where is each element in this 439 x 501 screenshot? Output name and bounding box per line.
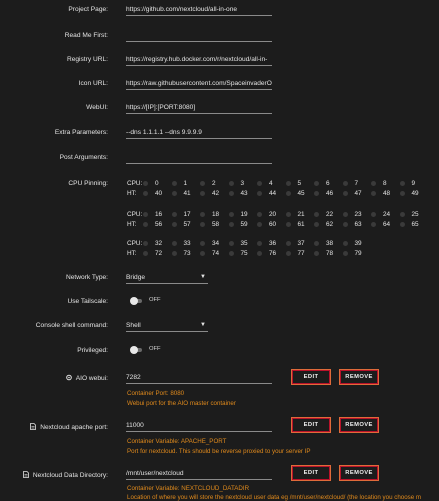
cpu-core-number: 77 xyxy=(297,250,305,257)
aio-webui-remove-button[interactable]: REMOVE xyxy=(339,369,379,385)
cpu-core-number: 73 xyxy=(183,250,191,257)
ht-row-tag: HT: xyxy=(127,250,137,257)
cpu-core-number: 36 xyxy=(269,240,277,247)
aio-webui-field[interactable]: 7282 xyxy=(126,372,272,384)
aio-webui-hint-description: Webui port for the AIO master container xyxy=(127,400,236,407)
privileged-state: OFF xyxy=(149,346,161,352)
cpu-core-number: 74 xyxy=(212,250,220,257)
checkbox-dot-icon xyxy=(200,251,205,256)
chevron-down-icon: ▼ xyxy=(200,274,206,280)
aio-webui-label xyxy=(66,374,108,382)
cpu-core-number: 0 xyxy=(155,180,159,187)
checkbox-dot-icon xyxy=(257,222,262,227)
cpu-core-number: 3 xyxy=(240,180,245,187)
registry-url-field[interactable]: https://registry.hub.docker.com/r/nextcloud/all-in- xyxy=(126,54,272,66)
readme-first-label: Read Me First: xyxy=(64,32,108,39)
cpu-core-number: 9 xyxy=(411,180,416,187)
cpu-core-number: 20 xyxy=(269,211,277,218)
cpu-core-number: 58 xyxy=(212,221,220,228)
cpu-core-number: 47 xyxy=(354,190,362,197)
tailscale-state: OFF xyxy=(149,297,161,303)
checkbox-dot-icon xyxy=(172,181,177,186)
toggle-knob xyxy=(130,346,138,354)
cpu-core-number: 34 xyxy=(212,240,220,247)
project-page-field[interactable]: https://github.com/nextcloud/all-in-one xyxy=(126,4,272,16)
checkbox-dot-icon xyxy=(314,212,319,217)
checkbox-dot-icon xyxy=(371,181,376,186)
cpu-core-number: 57 xyxy=(183,221,191,228)
cpu-row-tag: CPU: xyxy=(127,180,143,187)
apache-port-hint-description: Port for nextcloud. This should be reverse proxied to your server IP xyxy=(127,448,311,455)
readme-first-field[interactable] xyxy=(126,30,272,42)
privileged-label: Privileged: xyxy=(77,347,108,354)
checkbox-dot-icon xyxy=(286,181,291,186)
cpu-core-number: 40 xyxy=(155,190,163,197)
use-tailscale-label: Use Tailscale: xyxy=(67,298,108,305)
cpu-row-tag: CPU: xyxy=(127,240,143,247)
cpu-row-tag: CPU: xyxy=(127,211,143,218)
checkbox-dot-icon xyxy=(371,222,376,227)
checkbox-dot-icon xyxy=(286,212,291,217)
cpu-core-number: 18 xyxy=(212,211,220,218)
cpu-core-number: 56 xyxy=(155,221,163,228)
cpu-core-number: 21 xyxy=(297,211,305,218)
cpu-core-number: 79 xyxy=(354,250,362,257)
checkbox-dot-icon xyxy=(257,241,262,246)
checkbox-dot-icon xyxy=(229,191,234,196)
checkbox-dot-icon xyxy=(172,241,177,246)
cpu-core-number: 39 xyxy=(354,240,362,247)
checkbox-dot-icon xyxy=(229,241,234,246)
apache-port-hint-variable: Container Variable: APACHE_PORT xyxy=(127,438,227,445)
checkbox-dot-icon xyxy=(343,212,348,217)
cpu-core-number: 37 xyxy=(297,240,305,247)
aio-webui-label-text: AIO webui: xyxy=(75,375,108,382)
data-directory-edit-button[interactable]: EDIT xyxy=(291,465,331,481)
checkbox-dot-icon xyxy=(400,191,405,196)
checkbox-dot-icon xyxy=(343,191,348,196)
gear-icon xyxy=(66,374,72,381)
cpu-core-number: 43 xyxy=(240,190,248,197)
cpu-core-number: 49 xyxy=(411,190,419,197)
data-directory-hint-description: Location of where you will store the nextcloud user data eg /mnt/user/nextcloud/ (the location you choose m xyxy=(127,494,422,501)
cpu-core-number: 42 xyxy=(212,190,220,197)
cpu-core-number: 63 xyxy=(354,221,362,228)
cpu-core-number: 2 xyxy=(212,180,216,187)
network-type-value: Bridge xyxy=(126,274,146,281)
checkbox-dot-icon xyxy=(343,241,348,246)
project-page-label: Project Page: xyxy=(68,6,108,13)
extra-parameters-field[interactable]: --dns 1.1.1.1 --dns 9.9.9.9 xyxy=(126,127,272,139)
cpu-core-number: 62 xyxy=(326,221,334,228)
cpu-core-number: 17 xyxy=(183,211,191,218)
chevron-down-icon: ▼ xyxy=(200,322,206,328)
checkbox-dot-icon xyxy=(343,181,348,186)
cpu-core-number: 25 xyxy=(411,211,419,218)
checkbox-dot-icon xyxy=(143,251,148,256)
aio-webui-edit-button[interactable]: EDIT xyxy=(291,369,331,385)
checkbox-dot-icon xyxy=(229,222,234,227)
registry-url-label: Registry URL: xyxy=(66,56,108,63)
checkbox-dot-icon xyxy=(343,222,348,227)
aio-webui-hint-port: Container Port: 8080 xyxy=(127,390,185,397)
checkbox-dot-icon xyxy=(314,222,319,227)
cpu-pinning-label: CPU Pinning: xyxy=(68,180,108,187)
cpu-core-number: 64 xyxy=(383,221,391,228)
checkbox-dot-icon xyxy=(172,191,177,196)
checkbox-dot-icon xyxy=(286,251,291,256)
checkbox-dot-icon xyxy=(400,222,405,227)
cpu-core-number: 38 xyxy=(326,240,334,247)
cpu-core-number: 65 xyxy=(411,221,419,228)
checkbox-dot-icon xyxy=(286,222,291,227)
checkbox-dot-icon xyxy=(229,181,234,186)
data-directory-label xyxy=(23,471,108,479)
data-directory-remove-button[interactable]: REMOVE xyxy=(339,465,379,481)
checkbox-dot-icon xyxy=(314,181,319,186)
checkbox-dot-icon xyxy=(286,191,291,196)
ht-row-tag: HT: xyxy=(127,190,137,197)
checkbox-dot-icon xyxy=(143,212,148,217)
cpu-core-number: 35 xyxy=(240,240,248,247)
cpu-core-number: 7 xyxy=(354,180,359,187)
network-type-label: Network Type: xyxy=(65,274,108,281)
checkbox-dot-icon xyxy=(371,191,376,196)
checkbox-dot-icon xyxy=(229,212,234,217)
apache-port-label-text: Nextcloud apache port: xyxy=(40,424,108,431)
checkbox-dot-icon xyxy=(314,191,319,196)
checkbox-dot-icon xyxy=(400,212,405,217)
checkbox-dot-icon xyxy=(229,251,234,256)
extra-parameters-label: Extra Parameters: xyxy=(54,129,108,136)
apache-port-edit-button[interactable]: EDIT xyxy=(291,417,331,433)
checkbox-dot-icon xyxy=(314,251,319,256)
checkbox-dot-icon xyxy=(143,191,148,196)
toggle-knob xyxy=(130,297,138,305)
checkbox-dot-icon xyxy=(257,191,262,196)
checkbox-dot-icon xyxy=(314,241,319,246)
icon-url-label: Icon URL: xyxy=(78,80,108,87)
cpu-core-number: 59 xyxy=(240,221,248,228)
checkbox-dot-icon xyxy=(143,181,148,186)
checkbox-dot-icon xyxy=(257,212,262,217)
checkbox-dot-icon xyxy=(200,181,205,186)
checkbox-dot-icon xyxy=(371,212,376,217)
cpu-core-number: 61 xyxy=(297,221,305,228)
checkbox-dot-icon xyxy=(257,181,262,186)
cpu-core-number: 44 xyxy=(269,190,277,197)
console-shell-value: Shell xyxy=(126,322,141,329)
checkbox-dot-icon xyxy=(143,241,148,246)
checkbox-dot-icon xyxy=(343,251,348,256)
post-arguments-label: Post Arguments: xyxy=(59,154,108,161)
data-directory-label-text: Nextcloud Data Directory: xyxy=(32,472,108,479)
checkbox-dot-icon xyxy=(200,241,205,246)
cpu-core-number: 22 xyxy=(326,211,334,218)
cpu-core-number: 60 xyxy=(269,221,277,228)
console-shell-select[interactable] xyxy=(126,320,208,332)
cpu-core-number: 19 xyxy=(240,211,248,218)
ht-row-tag: HT: xyxy=(127,221,137,228)
cpu-core-number: 75 xyxy=(240,250,248,257)
apache-port-field[interactable]: 11000 xyxy=(126,420,272,432)
network-type-select[interactable] xyxy=(126,272,208,284)
cpu-core-number: 6 xyxy=(326,180,330,187)
checkbox-dot-icon xyxy=(286,241,291,246)
console-shell-label: Console shell command: xyxy=(35,322,108,329)
cpu-core-number: 8 xyxy=(383,180,387,187)
checkbox-dot-icon xyxy=(257,251,262,256)
document-icon xyxy=(30,423,36,430)
webui-field[interactable]: https://[IP]:[PORT:8080] xyxy=(126,102,272,114)
cpu-core-number: 24 xyxy=(383,211,391,218)
cpu-core-number: 16 xyxy=(155,211,163,218)
cpu-core-number: 5 xyxy=(297,180,302,187)
cpu-core-number: 41 xyxy=(183,190,191,197)
apache-port-remove-button[interactable]: REMOVE xyxy=(339,417,379,433)
checkbox-dot-icon xyxy=(172,212,177,217)
data-directory-field[interactable]: /mnt/user/nextcloud xyxy=(126,468,272,480)
icon-url-field[interactable]: https://raw.githubusercontent.com/SpaceinvaderO xyxy=(126,78,272,90)
cpu-core-number: 48 xyxy=(383,190,391,197)
checkbox-dot-icon xyxy=(172,222,177,227)
checkbox-dot-icon xyxy=(200,222,205,227)
data-directory-hint-variable: Container Variable: NEXTCLOUD_DATADIR xyxy=(127,485,250,492)
checkbox-dot-icon xyxy=(400,181,405,186)
post-arguments-field[interactable] xyxy=(126,152,272,164)
cpu-core-number: 1 xyxy=(183,180,188,187)
cpu-core-number: 4 xyxy=(269,180,273,187)
checkbox-dot-icon xyxy=(172,251,177,256)
checkbox-dot-icon xyxy=(143,222,148,227)
cpu-core-number: 78 xyxy=(326,250,334,257)
checkbox-dot-icon xyxy=(200,191,205,196)
cpu-core-number: 76 xyxy=(269,250,277,257)
cpu-core-number: 46 xyxy=(326,190,334,197)
document-icon xyxy=(23,471,29,478)
apache-port-label xyxy=(30,423,108,431)
cpu-core-number: 32 xyxy=(155,240,163,247)
cpu-core-number: 33 xyxy=(183,240,191,247)
cpu-core-number: 45 xyxy=(297,190,305,197)
webui-label: WebUI: xyxy=(86,104,108,111)
cpu-core-number: 72 xyxy=(155,250,163,257)
checkbox-dot-icon xyxy=(200,212,205,217)
cpu-core-number: 23 xyxy=(354,211,362,218)
